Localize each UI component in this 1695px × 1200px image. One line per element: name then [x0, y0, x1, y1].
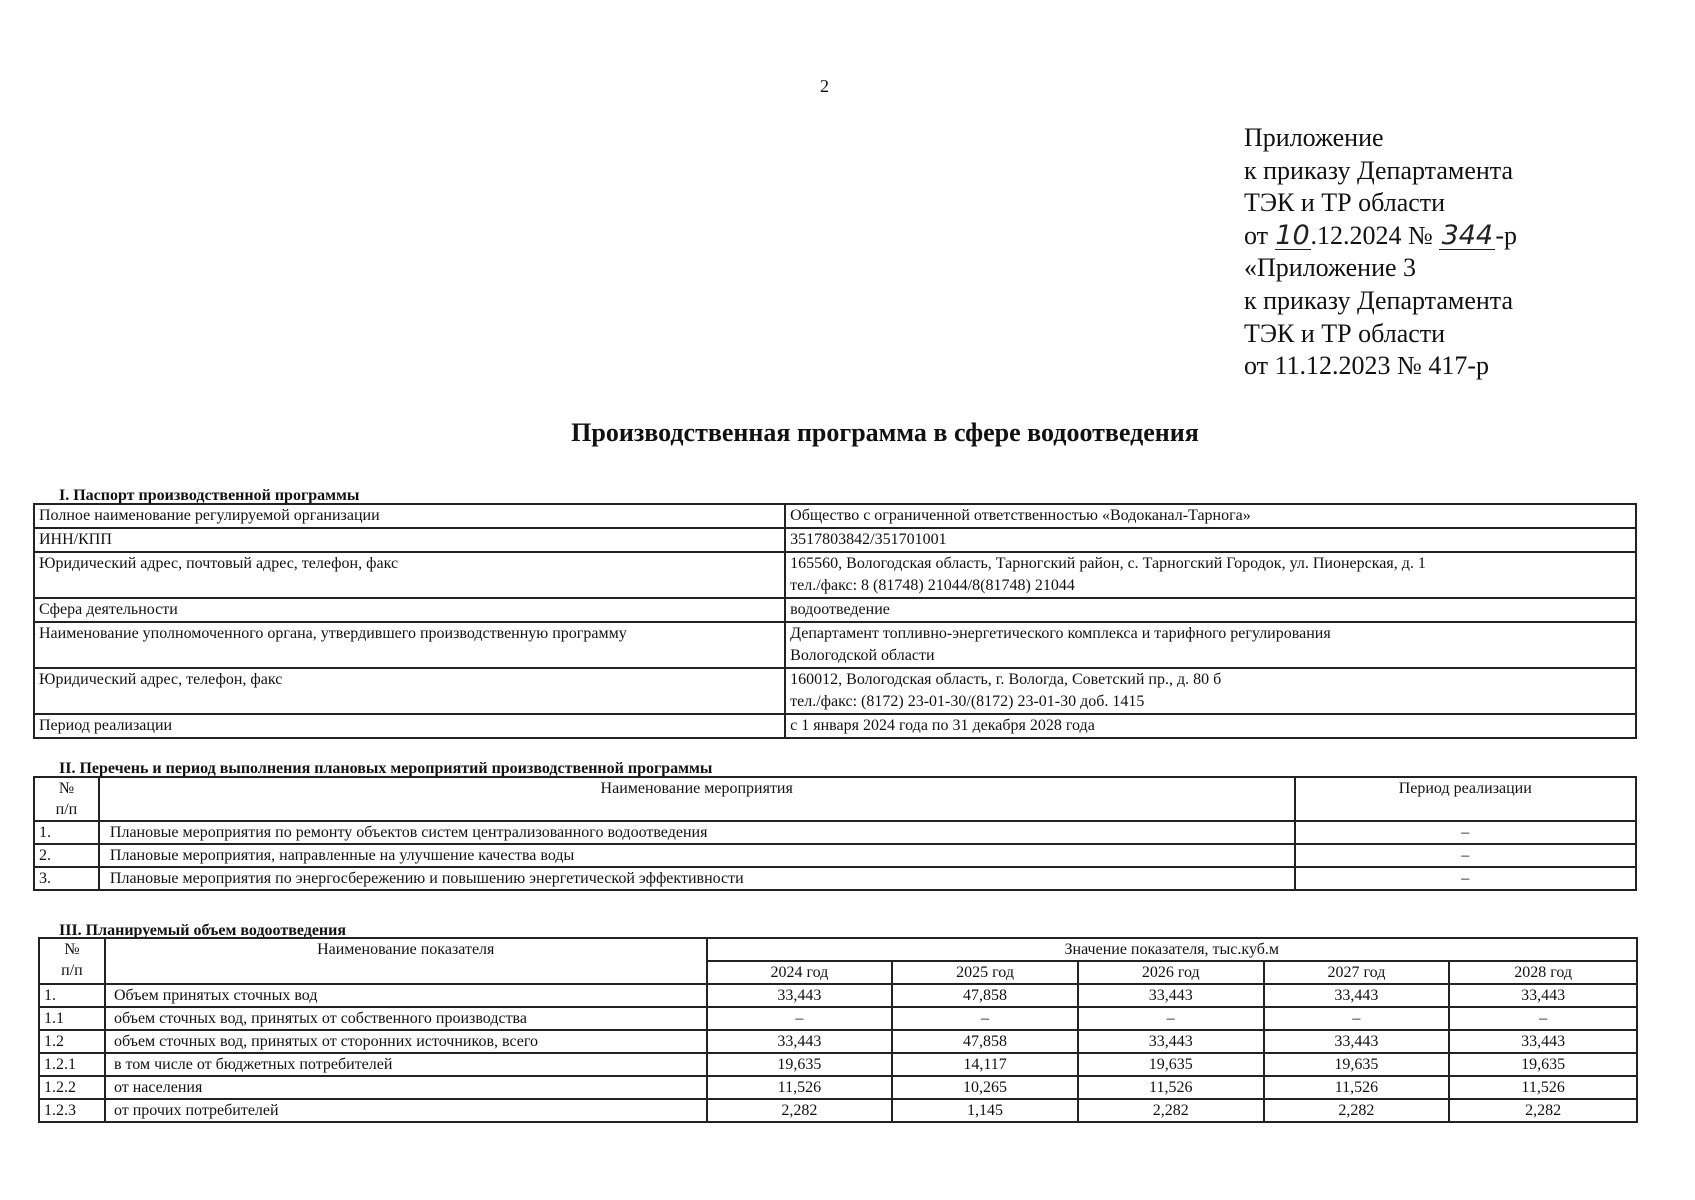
table-header-row [39, 938, 1637, 961]
column-header-number-line-1: № [58, 780, 75, 797]
indicator-name: объем сточных вод, принятых от собственного производства [105, 1007, 707, 1030]
row-number: 1.1 [39, 1007, 105, 1030]
appendix-line-1: Приложение [1244, 123, 1384, 152]
indicator-value: 19,635 [1078, 1053, 1264, 1076]
passport-label: Сфера деятельности [34, 598, 785, 622]
appendix-line-4-suffix: -р [1495, 220, 1518, 250]
table-row [39, 1053, 1637, 1076]
row-number: 3. [34, 867, 99, 890]
table-header-row [34, 777, 1636, 821]
column-header-value: Значение показателя, тыс.куб.м [707, 938, 1637, 961]
indicator-value: 33,443 [1078, 1030, 1264, 1053]
indicator-name: в том числе от бюджетных потребителей [105, 1053, 707, 1076]
passport-label: Наименование уполномоченного органа, утвердившего производственную программу [34, 622, 785, 668]
passport-value-line: Общество с ограниченной ответственностью «Водоканал-Тарнога» [790, 507, 1251, 524]
passport-value-line: 165560, Вологодская область, Тарногский район, с. Тарногский Городок, ул. Пионерская, д. 1 [790, 555, 1426, 572]
indicator-value: 14,117 [892, 1053, 1078, 1076]
passport-value [785, 622, 1636, 668]
appendix-line-2: к приказу Департамента [1244, 155, 1514, 185]
indicator-value: 2,282 [1078, 1099, 1264, 1122]
indicator-name: от прочих потребителей [105, 1099, 707, 1122]
indicator-value: 1,145 [892, 1099, 1078, 1122]
passport-heading: I. Паспорт производственной программы [59, 487, 360, 504]
appendix-line-8: от 11.12.2023 № 417-р [1244, 351, 1490, 381]
measure-name: Плановые мероприятия по энергосбережению и повышению энергетической эффективности [99, 867, 1295, 890]
column-header-indicator: Наименование показателя [105, 938, 707, 984]
row-number: 1.2.2 [39, 1076, 105, 1099]
indicator-value: 2,282 [1264, 1099, 1450, 1122]
indicator-value: 19,635 [1449, 1053, 1637, 1076]
passport-table [33, 503, 1637, 739]
measure-period: – [1295, 844, 1637, 867]
indicator-name: объем сточных вод, принятых от сторонних источников, всего [105, 1030, 707, 1053]
table-row [34, 821, 1636, 844]
measures-heading: II. Перечень и период выполнения плановых мероприятий производственной программы [59, 760, 713, 777]
document-title: Производственная программа в сфере водоотведения [571, 418, 1199, 447]
passport-value-line: 3517803842/351701001 [790, 531, 947, 548]
indicator-value: 11,526 [1449, 1076, 1637, 1099]
indicator-value: – [1449, 1007, 1637, 1030]
passport-value [785, 714, 1636, 738]
row-number: 1.2.3 [39, 1099, 105, 1122]
appendix-line-4-mid: .12.2024 № [1310, 220, 1433, 250]
passport-value-line-2: Вологодской области [790, 647, 935, 664]
row-number: 1. [34, 821, 99, 844]
table-row [34, 528, 1636, 552]
indicator-name: от населения [105, 1076, 707, 1099]
appendix-block [1244, 122, 1517, 383]
table-row [34, 668, 1636, 714]
year-header: 2028 год [1449, 961, 1637, 984]
volume-heading: III. Планируемый объем водоотведения [59, 922, 347, 939]
indicator-value: – [1078, 1007, 1264, 1030]
passport-label: ИНН/КПП [34, 528, 785, 552]
passport-value-line: водоотведение [790, 601, 890, 618]
column-header-number-line-2: п/п [55, 801, 78, 818]
handwritten-day: 10 [1275, 219, 1310, 251]
passport-value-line: Департамент топливно-энергетического комплекса и тарифного регулирования [790, 625, 1331, 642]
indicator-value: 10,265 [892, 1076, 1078, 1099]
year-header: 2025 год [892, 961, 1078, 984]
table-row [39, 1076, 1637, 1099]
passport-value-line-2: тел./факс: (8172) 23-01-30/(8172) 23-01-30 доб. 1415 [790, 693, 1145, 710]
table-row [39, 1030, 1637, 1053]
year-header: 2024 год [707, 961, 893, 984]
passport-label: Полное наименование регулируемой организации [34, 504, 785, 528]
passport-value [785, 552, 1636, 598]
indicator-value: – [707, 1007, 893, 1030]
appendix-line-3: ТЭК и ТР области [1244, 188, 1446, 218]
year-header: 2026 год [1078, 961, 1264, 984]
indicator-value: 2,282 [1449, 1099, 1637, 1122]
page-number: 2 [820, 76, 829, 96]
table-row [39, 1007, 1637, 1030]
indicator-value: 47,858 [892, 1030, 1078, 1053]
indicator-value: 19,635 [707, 1053, 893, 1076]
indicator-value: 33,443 [707, 984, 893, 1007]
appendix-line-6: к приказу Департамента [1244, 285, 1514, 315]
passport-value-line-2: тел./факс: 8 (81748) 21044/8(81748) 21044 [790, 577, 1075, 594]
indicator-value: 33,443 [707, 1030, 893, 1053]
row-number: 1.2.1 [39, 1053, 105, 1076]
indicator-value: – [1264, 1007, 1450, 1030]
measures-table [33, 776, 1637, 891]
measure-period: – [1295, 821, 1637, 844]
table-row [34, 867, 1636, 890]
measure-name: Плановые мероприятия по ремонту объектов систем централизованного водоотведения [99, 821, 1295, 844]
table-row [34, 598, 1636, 622]
indicator-value: 19,635 [1264, 1053, 1450, 1076]
indicator-value: 47,858 [892, 984, 1078, 1007]
table-row [34, 844, 1636, 867]
table-row [39, 984, 1637, 1007]
appendix-order-date-line [1244, 220, 1517, 253]
indicator-value: 33,443 [1078, 984, 1264, 1007]
year-header: 2027 год [1264, 961, 1450, 984]
indicator-value: 11,526 [1264, 1076, 1450, 1099]
column-header-number-line-1: № [64, 941, 80, 958]
passport-label: Юридический адрес, почтовый адрес, телефон, факс [34, 552, 785, 598]
passport-value-line: 160012, Вологодская область, г. Вологда, Советский пр., д. 80 б [790, 671, 1222, 688]
indicator-value: 33,443 [1264, 984, 1450, 1007]
table-row [34, 504, 1636, 528]
indicator-name: Объем принятых сточных вод [105, 984, 707, 1007]
indicator-value: 33,443 [1264, 1030, 1450, 1053]
indicator-value: 33,443 [1449, 984, 1637, 1007]
passport-label: Юридический адрес, телефон, факс [34, 668, 785, 714]
indicator-value: 11,526 [1078, 1076, 1264, 1099]
indicator-value: – [892, 1007, 1078, 1030]
measure-name: Плановые мероприятия, направленные на улучшение качества воды [99, 844, 1295, 867]
indicator-value: 33,443 [1449, 1030, 1637, 1053]
passport-label: Период реализации [34, 714, 785, 738]
appendix-line-7: ТЭК и ТР области [1244, 318, 1446, 348]
column-header-number [39, 938, 105, 984]
table-row [34, 714, 1636, 738]
passport-value [785, 528, 1636, 552]
passport-value [785, 598, 1636, 622]
indicator-value: 2,282 [707, 1099, 893, 1122]
row-number: 1. [39, 984, 105, 1007]
column-header-number [34, 777, 99, 821]
column-header-name: Наименование мероприятия [99, 777, 1295, 821]
passport-value [785, 668, 1636, 714]
passport-value-line: с 1 января 2024 года по 31 декабря 2028 года [790, 717, 1095, 734]
row-number: 1.2 [39, 1030, 105, 1053]
row-number: 2. [34, 844, 99, 867]
table-row [34, 622, 1636, 668]
handwritten-order-number: 344 [1439, 223, 1495, 250]
appendix-line-4-prefix: от [1244, 220, 1269, 250]
table-row [34, 552, 1636, 598]
column-header-number-line-2: п/п [61, 962, 83, 979]
volume-table [38, 937, 1638, 1123]
appendix-line-5: «Приложение 3 [1244, 253, 1417, 283]
table-row [39, 1099, 1637, 1122]
indicator-value: 11,526 [707, 1076, 893, 1099]
measure-period: – [1295, 867, 1637, 890]
passport-value [785, 504, 1636, 528]
column-header-period: Период реализации [1295, 777, 1637, 821]
